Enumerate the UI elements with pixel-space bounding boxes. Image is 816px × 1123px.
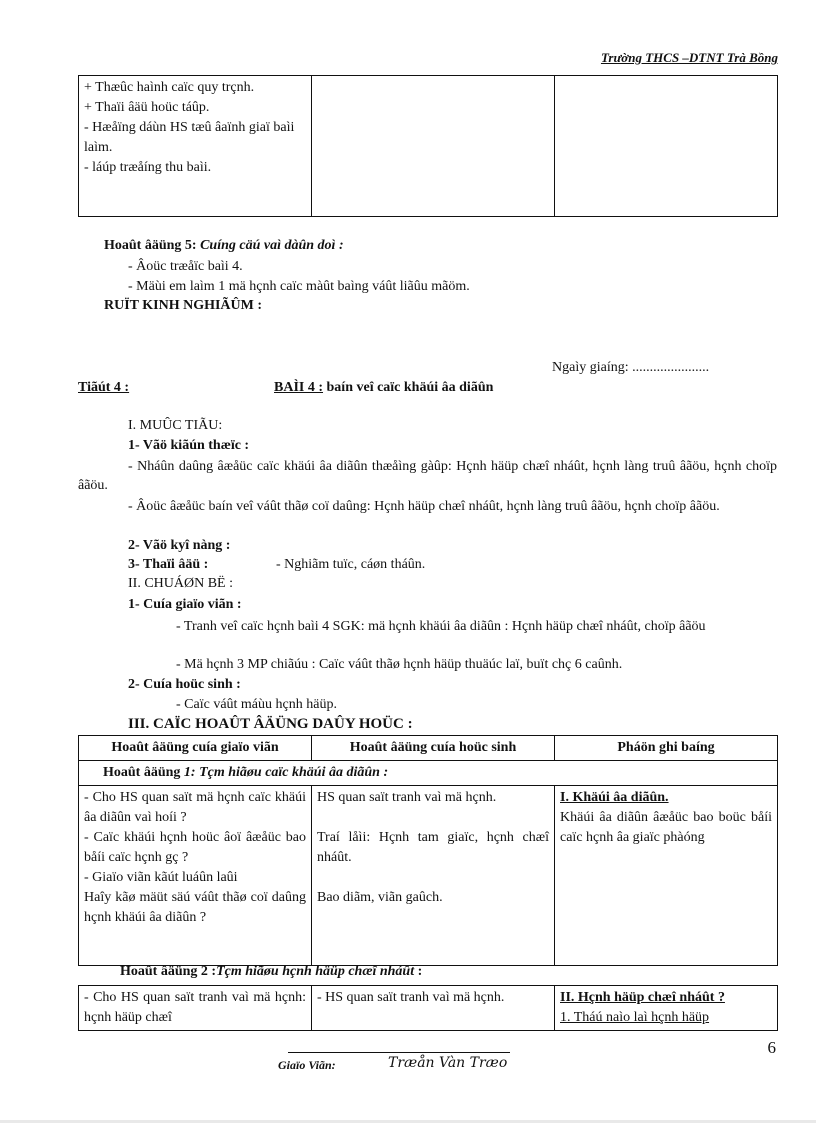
activity1-row [79, 761, 778, 786]
teacher-prep-label: 1- Cuía giaïo viãn : [128, 597, 242, 612]
activity1-title: 1: Tçm hiãøu caïc khäúi âa diãûn : [183, 765, 389, 780]
lesson-period: Tiãút 4 : [78, 380, 130, 395]
student-activity-line: Traí låìi: Hçnh tam giaïc, hçnh chæî nháût. [317, 830, 549, 865]
activity2-prefix: Hoaût âäüng 2 : [120, 964, 217, 979]
activity2-suffix: : [414, 964, 423, 979]
activity2-notes-line: 1. Tháú naìo laì hçnh häüp [560, 1010, 710, 1025]
footer-teacher-label: Giaïo Viãn: [278, 1058, 336, 1072]
activity2-title: Tçm hiãøu hçnh häüp chæî nháût [216, 964, 415, 979]
teacher-activity-line: - Caïc khäúi hçnh hoüc âoï âæåüc bao båíi caïc hçnh gç ? [84, 830, 306, 865]
student-activity-spacer [317, 808, 549, 828]
section1-title: I. MUÛC TIÃU: [128, 418, 223, 433]
teaching-date: Ngaìy giaíng: ...................... [552, 360, 710, 375]
top-table-col2 [312, 76, 555, 217]
teacher-activity-line: - Giaïo viãn kãút luáûn laûi [84, 870, 238, 885]
top-table-line: - láúp træåíng thu baìi. [84, 160, 212, 175]
student-activity-line: HS quan saït tranh vaì mä hçnh. [317, 790, 497, 805]
student-prep-label: 2- Cuía hoüc sinh : [128, 677, 241, 692]
top-table-col3 [555, 76, 778, 217]
board-notes-body: Khäúi âa diãûn âæåüc bao boüc båíi caïc hçnh âa giaïc phàóng [560, 810, 772, 845]
table-header: Hoaût âäüng cuía hoüc sinh [312, 736, 555, 761]
activity2-notes-heading: II. Hçnh häüp chæî nháût ? [560, 990, 725, 1005]
board-notes-cell [555, 786, 778, 966]
activity2-heading [120, 964, 422, 980]
teacher-prep-item: - Tranh veî caïc hçnh baìi 4 SGK: mä hçnh khäúi âa diãûn : Hçnh häüp chæî nháût, choïp âãöu [176, 619, 706, 634]
skill-label: 2- Vãö kyî nàng : [128, 538, 231, 553]
table-header: Hoaût âäüng cuía giaïo viãn [79, 736, 312, 761]
top-table-line: - Hæåïng dáùn HS tæû âaïnh giaï baìi laìm. [84, 120, 295, 155]
activity2-teacher-cell: - Cho HS quan saït tranh vaì mä hçnh: hçnh häüp chæî [79, 986, 312, 1031]
teacher-activity-line: - Cho HS quan saït mä hçnh caïc khäúi âa diãûn vaì hoíi ? [84, 790, 306, 825]
top-table [78, 75, 778, 217]
knowledge-item: - Nháûn daûng âæåüc caïc khäúi âa diãûn thæåìng gàûp: Hçnh häüp chæî nháût, hçnh làng truû âãöu, hçnh choïp âãöu. [78, 459, 777, 493]
student-activity-spacer [317, 868, 549, 888]
activity5-line: - Mäùi em laìm 1 mä hçnh caïc màût baìng váût liãûu mãöm. [128, 279, 470, 294]
top-table-line: + Thaïi âäü hoüc táûp. [84, 100, 210, 115]
top-table-col1 [79, 76, 312, 217]
attitude-label: 3- Thaïi âäü : [128, 557, 209, 572]
top-table-line: + Thæûc haình caïc quy trçnh. [84, 80, 255, 95]
attitude-text: - Nghiãm tuïc, cáøn tháûn. [276, 557, 426, 572]
section3-title: III. CAÏC HOAÛT ÂÄÜNG DAÛY HOÜC : [128, 716, 413, 732]
activity5-heading [104, 238, 344, 254]
teacher-prep-item: - Mä hçnh 3 MP chiãúu : Caïc váût thãø hçnh häüp thuäúc laï, buït chç 6 caûnh. [176, 657, 623, 672]
section2-title: II. CHUÁØN BË : [128, 576, 233, 591]
teacher-activity-cell [79, 786, 312, 966]
lesson-number: BAÌI 4 : [274, 380, 324, 395]
experience-label: RUÏT KINH NGHIÃÛM : [104, 298, 263, 313]
board-notes-heading: I. Khäúi âa diãûn. [560, 790, 669, 805]
knowledge-item: - Âoüc âæåüc baín veî váût thãø coï daûng: Hçnh häüp chæî nháût, hçnh làng truû âãöu, hçnh choïp âãöu. [128, 499, 720, 514]
activity2-student-cell: - HS quan saït tranh vaì mä hçnh. [312, 986, 555, 1031]
student-activity-cell [312, 786, 555, 966]
school-header: Trường THCS –DTNT Trà Bồng [600, 50, 778, 65]
table-header: Pháön ghi baíng [555, 736, 778, 761]
teacher-activity-line: Haîy kãø mäüt säú váût thãø coï daûng hçnh khäúi âa diãûn ? [84, 890, 306, 925]
activity2-notes-cell [555, 986, 778, 1031]
footer-teacher-name: Træån Vàn Træo [388, 1055, 508, 1071]
lesson-title [274, 380, 493, 396]
activity5-prefix: Hoaût âäüng 5: [104, 238, 201, 253]
footer-divider [288, 1052, 510, 1053]
knowledge-label: 1- Vãö kiãún thæïc : [128, 438, 250, 453]
student-activity-line: Bao diãm, viãn gaûch. [317, 890, 443, 905]
activity5-line: - Âoüc træåïc baìi 4. [128, 259, 243, 274]
lesson-name: baín veî caïc khäúi âa diãûn [323, 380, 494, 395]
student-prep-item: - Caïc váût máùu hçnh häüp. [176, 697, 337, 712]
activity5-title: Cuíng cäú vaì dàûn doì : [200, 238, 344, 253]
activities-table [78, 735, 778, 966]
page-number: 6 [767, 1038, 776, 1057]
activity2-table [78, 985, 778, 1031]
activity1-prefix: Hoaût âäüng [103, 765, 184, 780]
